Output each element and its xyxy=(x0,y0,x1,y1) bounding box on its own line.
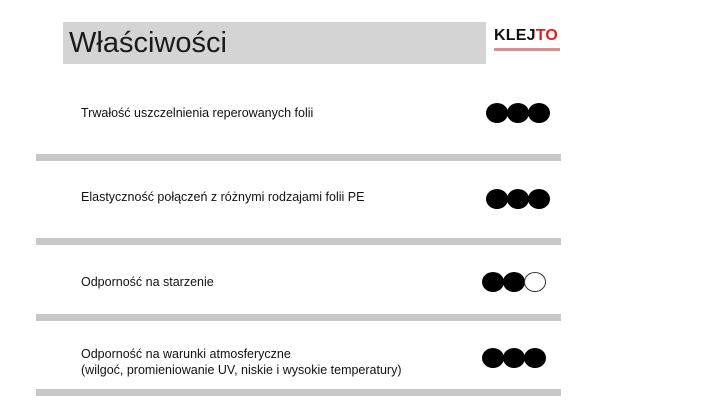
header-bar xyxy=(63,22,566,64)
logo-tagline-mark xyxy=(494,48,560,51)
brand-logo xyxy=(486,22,566,64)
property-label xyxy=(81,105,313,121)
property-row xyxy=(36,338,561,405)
row-divider xyxy=(36,314,561,321)
property-label-line: Elastyczność połączeń z różnymi rodzajami folii PE xyxy=(81,190,365,204)
property-label-line: (wilgoć, promieniowanie UV, niskie i wysokie temperatury) xyxy=(81,363,402,377)
rating-dot-filled xyxy=(482,348,504,368)
rating-dot-filled xyxy=(486,189,508,209)
property-label-line: Odporność na starzenie xyxy=(81,275,214,289)
property-label xyxy=(81,346,402,378)
rating-dot-filled xyxy=(528,189,550,209)
property-row xyxy=(36,88,561,162)
property-label xyxy=(81,189,364,205)
rating-dot-filled xyxy=(524,348,546,368)
property-row xyxy=(36,256,561,330)
logo-text-main: KLEJ xyxy=(494,27,536,44)
property-row xyxy=(36,172,561,246)
rating-dot-filled xyxy=(528,103,550,123)
row-divider xyxy=(36,154,561,161)
property-rating xyxy=(486,103,549,123)
rating-dot-filled xyxy=(503,348,525,368)
rating-dot-filled xyxy=(503,272,525,292)
logo-text-accent: TO xyxy=(535,27,559,44)
rating-dot-filled xyxy=(507,103,529,123)
rating-dot-empty xyxy=(524,272,546,292)
property-label-line: Odporność na warunki atmosferyczne xyxy=(81,347,291,361)
row-divider xyxy=(36,238,561,245)
logo-wordmark xyxy=(494,27,558,45)
page-title: Właściwości xyxy=(69,27,227,59)
property-label-line: Trwałość uszczelnienia reperowanych folii xyxy=(81,106,314,120)
rating-dot-filled xyxy=(507,189,529,209)
property-rating xyxy=(486,189,549,209)
row-divider xyxy=(36,389,561,396)
property-rating xyxy=(482,272,545,292)
rating-dot-filled xyxy=(486,103,508,123)
rating-dot-filled xyxy=(482,272,504,292)
property-rating xyxy=(482,348,545,368)
property-label xyxy=(81,274,214,290)
